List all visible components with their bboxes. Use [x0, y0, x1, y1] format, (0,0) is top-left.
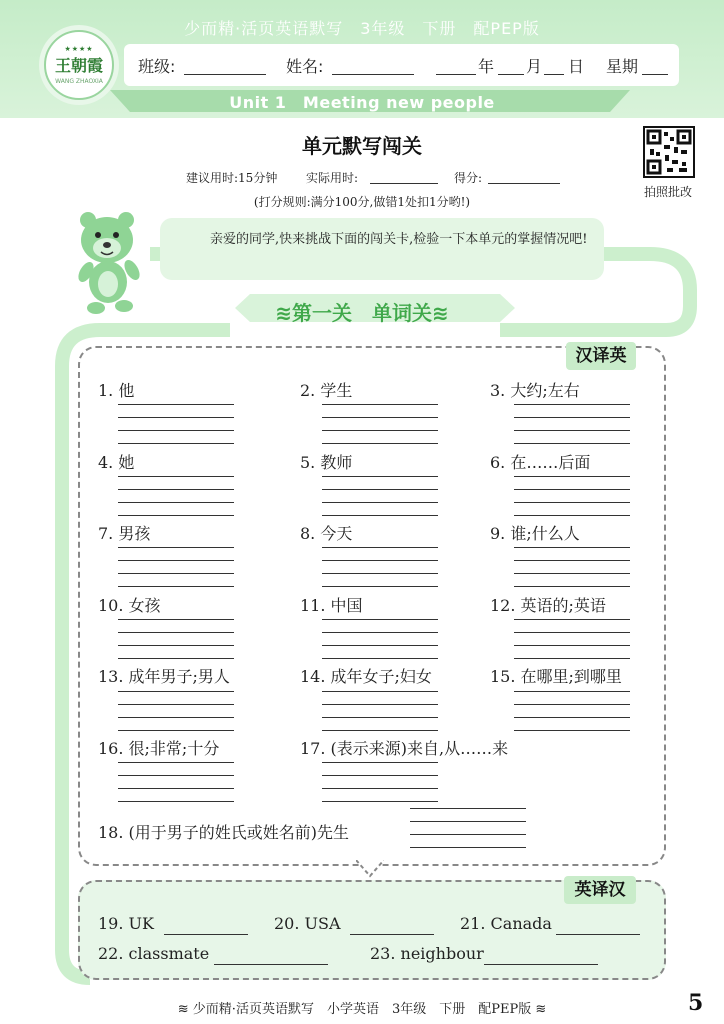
item-16: 16. 很;非常;十分 — [98, 739, 220, 758]
answer-line[interactable] — [350, 934, 434, 935]
answer-line[interactable] — [410, 821, 526, 822]
item-12: 12. 英语的;英语 — [490, 596, 606, 615]
logo-stars: ★★★★ — [64, 45, 94, 53]
class-label: 班级: — [138, 57, 176, 76]
item-21: 21. Canada — [460, 914, 552, 933]
item-5: 5. 教师 — [300, 453, 353, 472]
item-6: 6. 在……后面 — [490, 453, 591, 472]
item-14: 14. 成年女子;妇女 — [300, 667, 432, 686]
page-number: 5 — [688, 990, 704, 1016]
answer-line[interactable] — [118, 417, 234, 418]
answer-line[interactable] — [118, 801, 234, 802]
answer-line[interactable] — [514, 502, 630, 503]
score-label: 得分: — [454, 171, 483, 185]
bubble-text: 亲爱的同学,快来挑战下面的闯关卡,检验一下本单元的掌握情况吧! — [210, 232, 588, 247]
answer-line[interactable] — [118, 658, 234, 659]
answer-line[interactable] — [514, 560, 630, 561]
actual-time-label: 实际用时: — [306, 171, 359, 185]
answer-line[interactable] — [322, 788, 438, 789]
item-2: 2. 学生 — [300, 381, 353, 400]
answer-line[interactable] — [118, 430, 234, 431]
item-23: 23. neighbour — [370, 944, 484, 963]
answer-line[interactable] — [514, 619, 630, 620]
answer-line[interactable] — [118, 573, 234, 574]
answer-line[interactable] — [322, 586, 438, 587]
answer-line[interactable] — [322, 730, 438, 731]
answer-line[interactable] — [410, 834, 526, 835]
answer-line[interactable] — [514, 443, 630, 444]
answer-line[interactable] — [322, 632, 438, 633]
week-label: 星期 — [606, 57, 639, 76]
item-4: 4. 她 — [98, 453, 135, 472]
answer-line[interactable] — [484, 964, 598, 965]
answer-line[interactable] — [322, 515, 438, 516]
item-18: 18. (用于男子的姓氏或姓名前)先生 — [98, 823, 350, 842]
answer-line[interactable] — [514, 417, 630, 418]
banner-title: 少而精·活页英语默写 3年级 下册 配PEP版 — [184, 19, 540, 38]
answer-line[interactable] — [322, 801, 438, 802]
answer-line[interactable] — [322, 430, 438, 431]
answer-line[interactable] — [118, 476, 234, 477]
answer-line[interactable] — [514, 704, 630, 705]
level-title: ≋第一关 单词关≋ — [275, 301, 449, 325]
box-pointer-icon — [356, 860, 384, 878]
answer-line[interactable] — [514, 645, 630, 646]
answer-line[interactable] — [322, 560, 438, 561]
answer-line[interactable] — [322, 417, 438, 418]
answer-line[interactable] — [322, 619, 438, 620]
item-17: 17. (表示来源)来自,从……来 — [300, 739, 509, 758]
month-label: 月 — [526, 57, 543, 76]
answer-line[interactable] — [322, 404, 438, 405]
answer-line[interactable] — [514, 691, 630, 692]
answer-line[interactable] — [118, 560, 234, 561]
item-20: 20. USA — [274, 914, 341, 933]
answer-line[interactable] — [214, 964, 328, 965]
answer-line[interactable] — [118, 762, 234, 763]
item-19: 19. UK — [98, 914, 154, 933]
answer-line[interactable] — [118, 788, 234, 789]
answer-line[interactable] — [118, 443, 234, 444]
answer-line[interactable] — [410, 808, 526, 809]
answer-line[interactable] — [322, 547, 438, 548]
item-7: 7. 男孩 — [98, 524, 151, 543]
answer-line[interactable] — [514, 489, 630, 490]
item-8: 8. 今天 — [300, 524, 353, 543]
answer-line[interactable] — [118, 717, 234, 718]
answer-line[interactable] — [322, 762, 438, 763]
answer-line[interactable] — [118, 632, 234, 633]
answer-line[interactable] — [322, 476, 438, 477]
year-label: 年 — [478, 57, 495, 76]
item-9: 9. 谁;什么人 — [490, 524, 580, 543]
answer-line[interactable] — [322, 645, 438, 646]
day-label: 日 — [568, 57, 585, 76]
answer-line[interactable] — [118, 515, 234, 516]
page-title: 单元默写闯关 — [302, 134, 422, 158]
answer-line[interactable] — [322, 443, 438, 444]
item-22: 22. classmate — [98, 944, 210, 963]
answer-line[interactable] — [322, 717, 438, 718]
answer-line[interactable] — [322, 502, 438, 503]
answer-line[interactable] — [322, 658, 438, 659]
name-label: 姓名: — [286, 57, 324, 76]
answer-line[interactable] — [322, 573, 438, 574]
answer-line[interactable] — [514, 476, 630, 477]
item-3: 3. 大约;左右 — [490, 381, 580, 400]
answer-line[interactable] — [556, 934, 640, 935]
item-1: 1. 他 — [98, 381, 135, 400]
answer-line[interactable] — [118, 489, 234, 490]
answer-line[interactable] — [164, 934, 248, 935]
answer-line[interactable] — [118, 704, 234, 705]
answer-line[interactable] — [514, 515, 630, 516]
answer-line[interactable] — [322, 704, 438, 705]
answer-line[interactable] — [514, 658, 630, 659]
qr-label: 拍照批改 — [643, 185, 692, 199]
answer-line[interactable] — [514, 632, 630, 633]
answer-line[interactable] — [118, 404, 234, 405]
footer-text: ≋ 少而精·活页英语默写 小学英语 3年级 下册 配PEP版 ≋ — [177, 1002, 547, 1017]
en-cn-tag: 英译汉 — [564, 876, 636, 904]
answer-line[interactable] — [118, 775, 234, 776]
logo-text: 王朝霞 — [54, 56, 103, 75]
suggested-time: 建议用时:15分钟 — [186, 171, 278, 185]
item-15: 15. 在哪里;到哪里 — [490, 667, 622, 686]
answer-line[interactable] — [322, 691, 438, 692]
answer-line[interactable] — [118, 730, 234, 731]
answer-line[interactable] — [118, 691, 234, 692]
answer-line[interactable] — [514, 547, 630, 548]
answer-line[interactable] — [410, 847, 526, 848]
answer-line[interactable] — [118, 547, 234, 548]
answer-line[interactable] — [514, 430, 630, 431]
unit-title: Unit 1 Meeting new people — [229, 93, 495, 112]
answer-line[interactable] — [118, 645, 234, 646]
answer-line[interactable] — [322, 775, 438, 776]
logo-subtitle: WANG ZHAOXIA — [55, 78, 103, 85]
answer-line[interactable] — [118, 502, 234, 503]
answer-line[interactable] — [514, 404, 630, 405]
cn-en-tag: 汉译英 — [566, 342, 636, 370]
answer-line[interactable] — [514, 586, 630, 587]
item-11: 11. 中国 — [300, 596, 363, 615]
answer-line[interactable] — [118, 619, 234, 620]
answer-line[interactable] — [118, 586, 234, 587]
answer-line[interactable] — [514, 730, 630, 731]
item-10: 10. 女孩 — [98, 596, 161, 615]
scoring-rules: (打分规则:满分100分,做错1处扣1分哟!) — [253, 195, 471, 209]
answer-line[interactable] — [514, 573, 630, 574]
answer-line[interactable] — [514, 717, 630, 718]
item-13: 13. 成年男子;男人 — [98, 667, 230, 686]
answer-line[interactable] — [322, 489, 438, 490]
